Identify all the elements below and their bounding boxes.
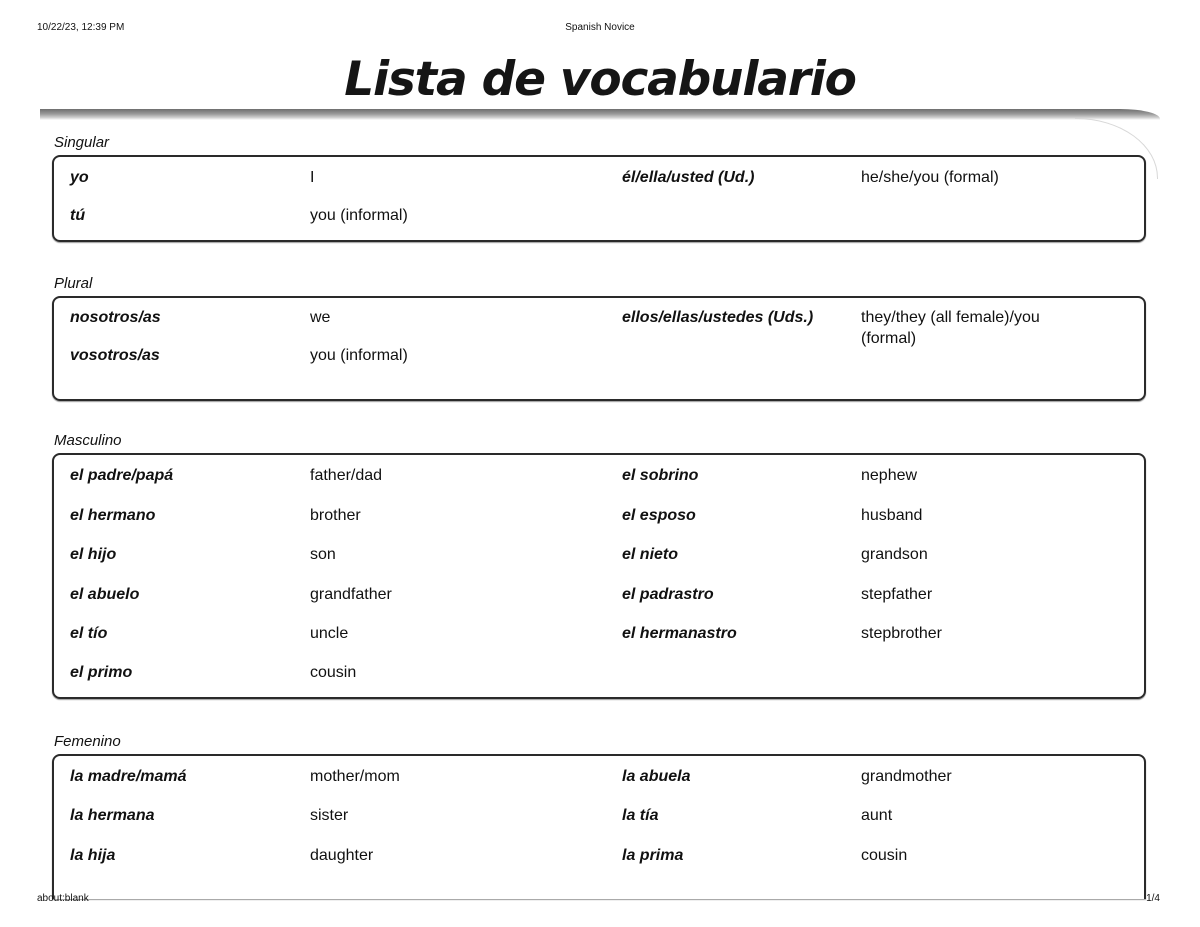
term-spanish: él/ella/usted (Ud.)	[622, 169, 755, 186]
section-label: Masculino	[54, 432, 122, 449]
term-spanish: la tía	[622, 807, 659, 824]
term-spanish: el nieto	[622, 546, 679, 563]
term-spanish: vosotros/as	[70, 347, 160, 364]
term-english: aunt	[861, 807, 893, 824]
term-english: grandfather	[310, 586, 392, 603]
term-english: cousin	[861, 847, 908, 864]
term-english: father/dad	[310, 467, 383, 484]
term-spanish: la madre/mamá	[70, 768, 187, 785]
term-english: stepbrother	[861, 625, 942, 642]
term-english: sister	[310, 807, 349, 824]
term-spanish: el hermanastro	[622, 625, 737, 642]
title-rule	[40, 109, 1160, 120]
term-english: grandmother	[861, 768, 952, 785]
term-spanish: el hijo	[70, 546, 117, 563]
term-english: grandson	[861, 546, 928, 563]
term-spanish: la abuela	[622, 768, 691, 785]
section-singular	[52, 133, 1146, 242]
term-english: mother/mom	[310, 768, 400, 785]
section-label: Plural	[54, 275, 93, 292]
term-spanish: el tío	[70, 625, 108, 642]
page-number: 1/4	[1146, 893, 1160, 904]
term-english: nephew	[861, 467, 918, 484]
term-spanish: el abuelo	[70, 586, 140, 603]
term-english: we	[310, 309, 331, 326]
term-spanish: el primo	[70, 664, 133, 681]
print-doc-title: Spanish Novice	[565, 22, 635, 33]
term-spanish: nosotros/as	[70, 309, 161, 326]
vocab-box	[52, 453, 1146, 699]
term-spanish: el hermano	[70, 507, 156, 524]
term-spanish: la hermana	[70, 807, 155, 824]
term-spanish: tú	[70, 207, 86, 224]
term-spanish: la prima	[622, 847, 684, 864]
term-english: brother	[310, 507, 361, 524]
term-english: you (informal)	[310, 347, 408, 364]
term-english: they/they (all female)/you (formal)	[861, 309, 1040, 347]
section-femenino	[52, 732, 1146, 899]
page-title: Lista de vocabulario	[344, 52, 856, 107]
term-english: I	[310, 169, 315, 186]
term-english: stepfather	[861, 586, 933, 603]
term-english: daughter	[310, 847, 374, 864]
term-spanish: ellos/ellas/ustedes (Uds.)	[622, 309, 814, 326]
term-spanish: el padre/papá	[70, 467, 174, 484]
section-label: Femenino	[54, 733, 121, 750]
term-spanish: la hija	[70, 847, 116, 864]
term-english: you (informal)	[310, 207, 408, 224]
term-english: cousin	[310, 664, 357, 681]
term-english: husband	[861, 507, 923, 524]
term-spanish: el sobrino	[622, 467, 699, 484]
term-english: uncle	[310, 625, 349, 642]
print-url: about:blank	[37, 893, 89, 904]
vocab-box	[52, 754, 1146, 899]
section-plural	[52, 274, 1146, 401]
term-spanish: el padrastro	[622, 586, 714, 603]
term-english: son	[310, 546, 336, 563]
section-masculino	[52, 431, 1146, 699]
term-english: he/she/you (formal)	[861, 169, 999, 186]
print-date: 10/22/23, 12:39 PM	[37, 22, 125, 33]
term-spanish: yo	[70, 169, 89, 186]
vocab-box	[52, 296, 1146, 401]
term-spanish: el esposo	[622, 507, 696, 524]
section-label: Singular	[54, 134, 110, 151]
vocab-box	[52, 155, 1146, 242]
